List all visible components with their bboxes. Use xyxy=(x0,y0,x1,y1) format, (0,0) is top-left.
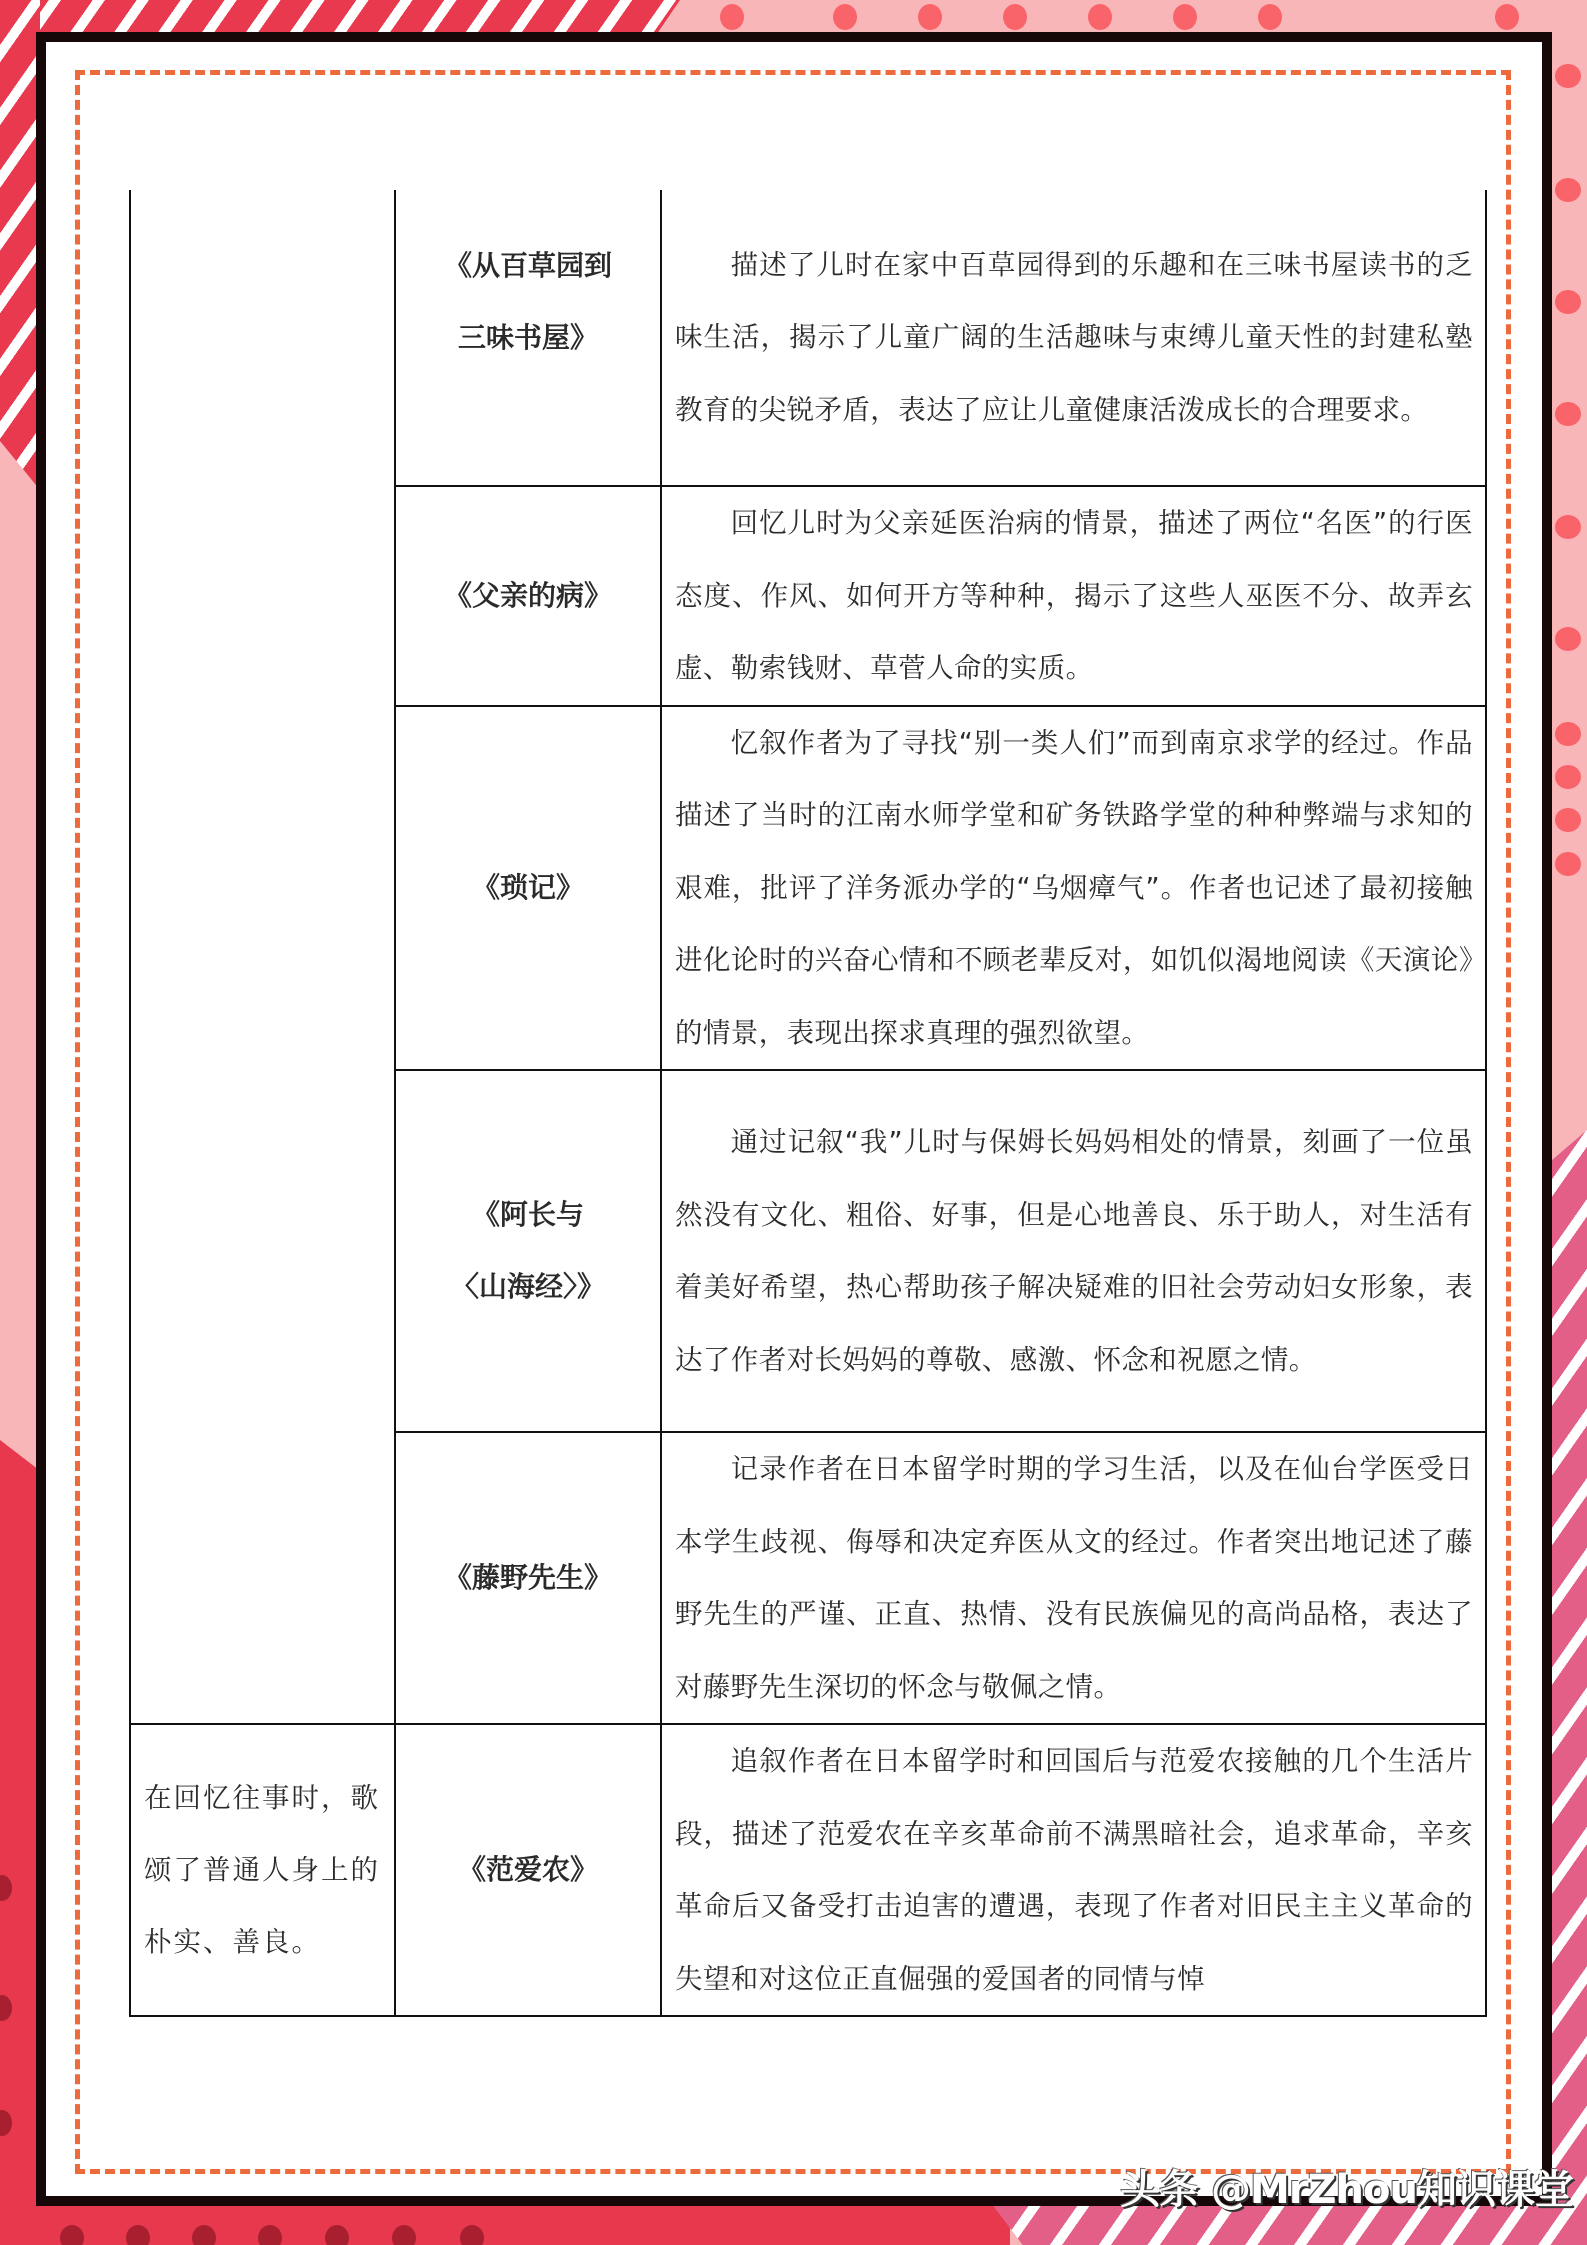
dot xyxy=(325,2225,349,2245)
dot xyxy=(1555,808,1581,832)
works-table xyxy=(129,190,1487,2017)
work-title-cell xyxy=(395,706,661,1071)
dot xyxy=(1003,4,1027,30)
dot xyxy=(60,2225,84,2245)
dot xyxy=(1555,722,1581,746)
work-title-line: 《父亲的病》 xyxy=(443,578,612,612)
work-title-line: 三味书屋》 xyxy=(457,320,598,354)
work-title-line: 〈山海经〉》 xyxy=(450,1270,605,1303)
work-description: 回忆儿时为父亲延医治病的情景，描述了两位“名医”的行医态度、作风、如何开方等种种，揭示了这些人巫医不分、故弄玄虚、勒索钱财、草菅人命的实质。 xyxy=(675,507,1473,684)
dot xyxy=(1555,515,1581,539)
magenta-stripe-band-right xyxy=(1548,1130,1587,2245)
work-description-cell xyxy=(661,706,1486,1071)
work-title-cell xyxy=(395,1432,661,1724)
work-description-cell xyxy=(661,1432,1486,1724)
red-stripe-band-left xyxy=(0,0,40,490)
dot xyxy=(1555,402,1581,426)
work-description-cell xyxy=(661,1724,1486,2016)
work-description: 追叙作者在日本留学时和回国后与范爱农接触的几个生活片段，描述了范爱农在辛亥革命前不满黑暗社会，追求革命，辛亥革命后又备受打击迫害的遭遇，表现了作者对旧民主主义革命的失望和对这位正直倔强的爱国者的同情与悼 xyxy=(675,1745,1473,1995)
dot xyxy=(1555,852,1581,876)
work-description-cell xyxy=(661,190,1486,486)
red-panel-bottom xyxy=(0,2200,1010,2245)
work-title-cell xyxy=(395,1724,661,2016)
dot xyxy=(460,2225,484,2245)
dot xyxy=(126,2225,150,2245)
work-description: 记录作者在日本留学时期的学习生活，以及在仙台学医受日本学生歧视、侮辱和决定弃医从文的经过。作者突出地记述了藤野先生的严谨、正直、热情、没有民族偏见的高尚品格，表达了对藤野先生深切的怀念与敬佩之情。 xyxy=(675,1453,1473,1703)
dot xyxy=(1555,765,1581,789)
theme-cell: 在回忆往事时，歌颂了普通人身上的朴实、善良。 xyxy=(130,1724,395,2016)
dot xyxy=(1555,178,1581,202)
dot xyxy=(1495,4,1519,30)
work-title-cell xyxy=(395,1070,661,1432)
work-title-line: 《藤野先生》 xyxy=(443,1561,612,1594)
theme-cell-continued xyxy=(130,190,395,1724)
dot xyxy=(1555,627,1581,651)
dot xyxy=(1555,64,1581,88)
work-title-line: 《琐记》 xyxy=(471,870,584,904)
work-description: 通过记叙“我”儿时与保姆长妈妈相处的情景，刻画了一位虽然没有文化、粗俗、好事，但是心地善良、乐于助人，对生活有着美好希望，热心帮助孩子解决疑难的旧社会劳动妇女形象，表达了作者对长妈妈的尊敬、感激、怀念和祝愿之情。 xyxy=(675,1126,1473,1376)
watermark: 头条 @MrZhou知识课堂 xyxy=(1120,2167,1573,2213)
dot xyxy=(1258,4,1282,30)
work-title-cell xyxy=(395,486,661,706)
work-title-cell xyxy=(395,190,661,486)
summary-table xyxy=(129,190,1485,2017)
dot xyxy=(1173,4,1197,30)
dot xyxy=(192,2225,216,2245)
dot xyxy=(1088,4,1112,30)
table-row xyxy=(130,1724,1486,2016)
dot xyxy=(833,4,857,30)
dot xyxy=(918,4,942,30)
work-description: 描述了儿时在家中百草园得到的乐趣和在三味书屋读书的乏味生活，揭示了儿童广阔的生活趣味与束缚儿童天性的封建私塾教育的尖锐矛盾，表达了应让儿童健康活泼成长的合理要求。 xyxy=(675,248,1473,426)
dot xyxy=(1555,290,1581,314)
table-row xyxy=(130,190,1486,486)
dot xyxy=(392,2225,416,2245)
dot xyxy=(720,4,744,30)
work-title-line: 《范爱农》 xyxy=(457,1853,598,1886)
work-description-cell xyxy=(661,486,1486,706)
dot xyxy=(258,2225,282,2245)
work-description-cell xyxy=(661,1070,1486,1432)
work-title-line: 《阿长与 xyxy=(471,1198,584,1231)
work-title-line: 《从百草园到 xyxy=(443,248,612,282)
work-description: 忆叙作者为了寻找“别一类人们”而到南京求学的经过。作品描述了当时的江南水师学堂和矿务铁路学堂的种种弊端与求知的艰难，批评了洋务派办学的“乌烟瘴气”。作者也记述了最初接触进化论时的兴奋心情和不顾老辈反对，如饥似渴地阅读《天演论》的情景，表现出探求真理的强烈欲望。 xyxy=(675,726,1473,1049)
